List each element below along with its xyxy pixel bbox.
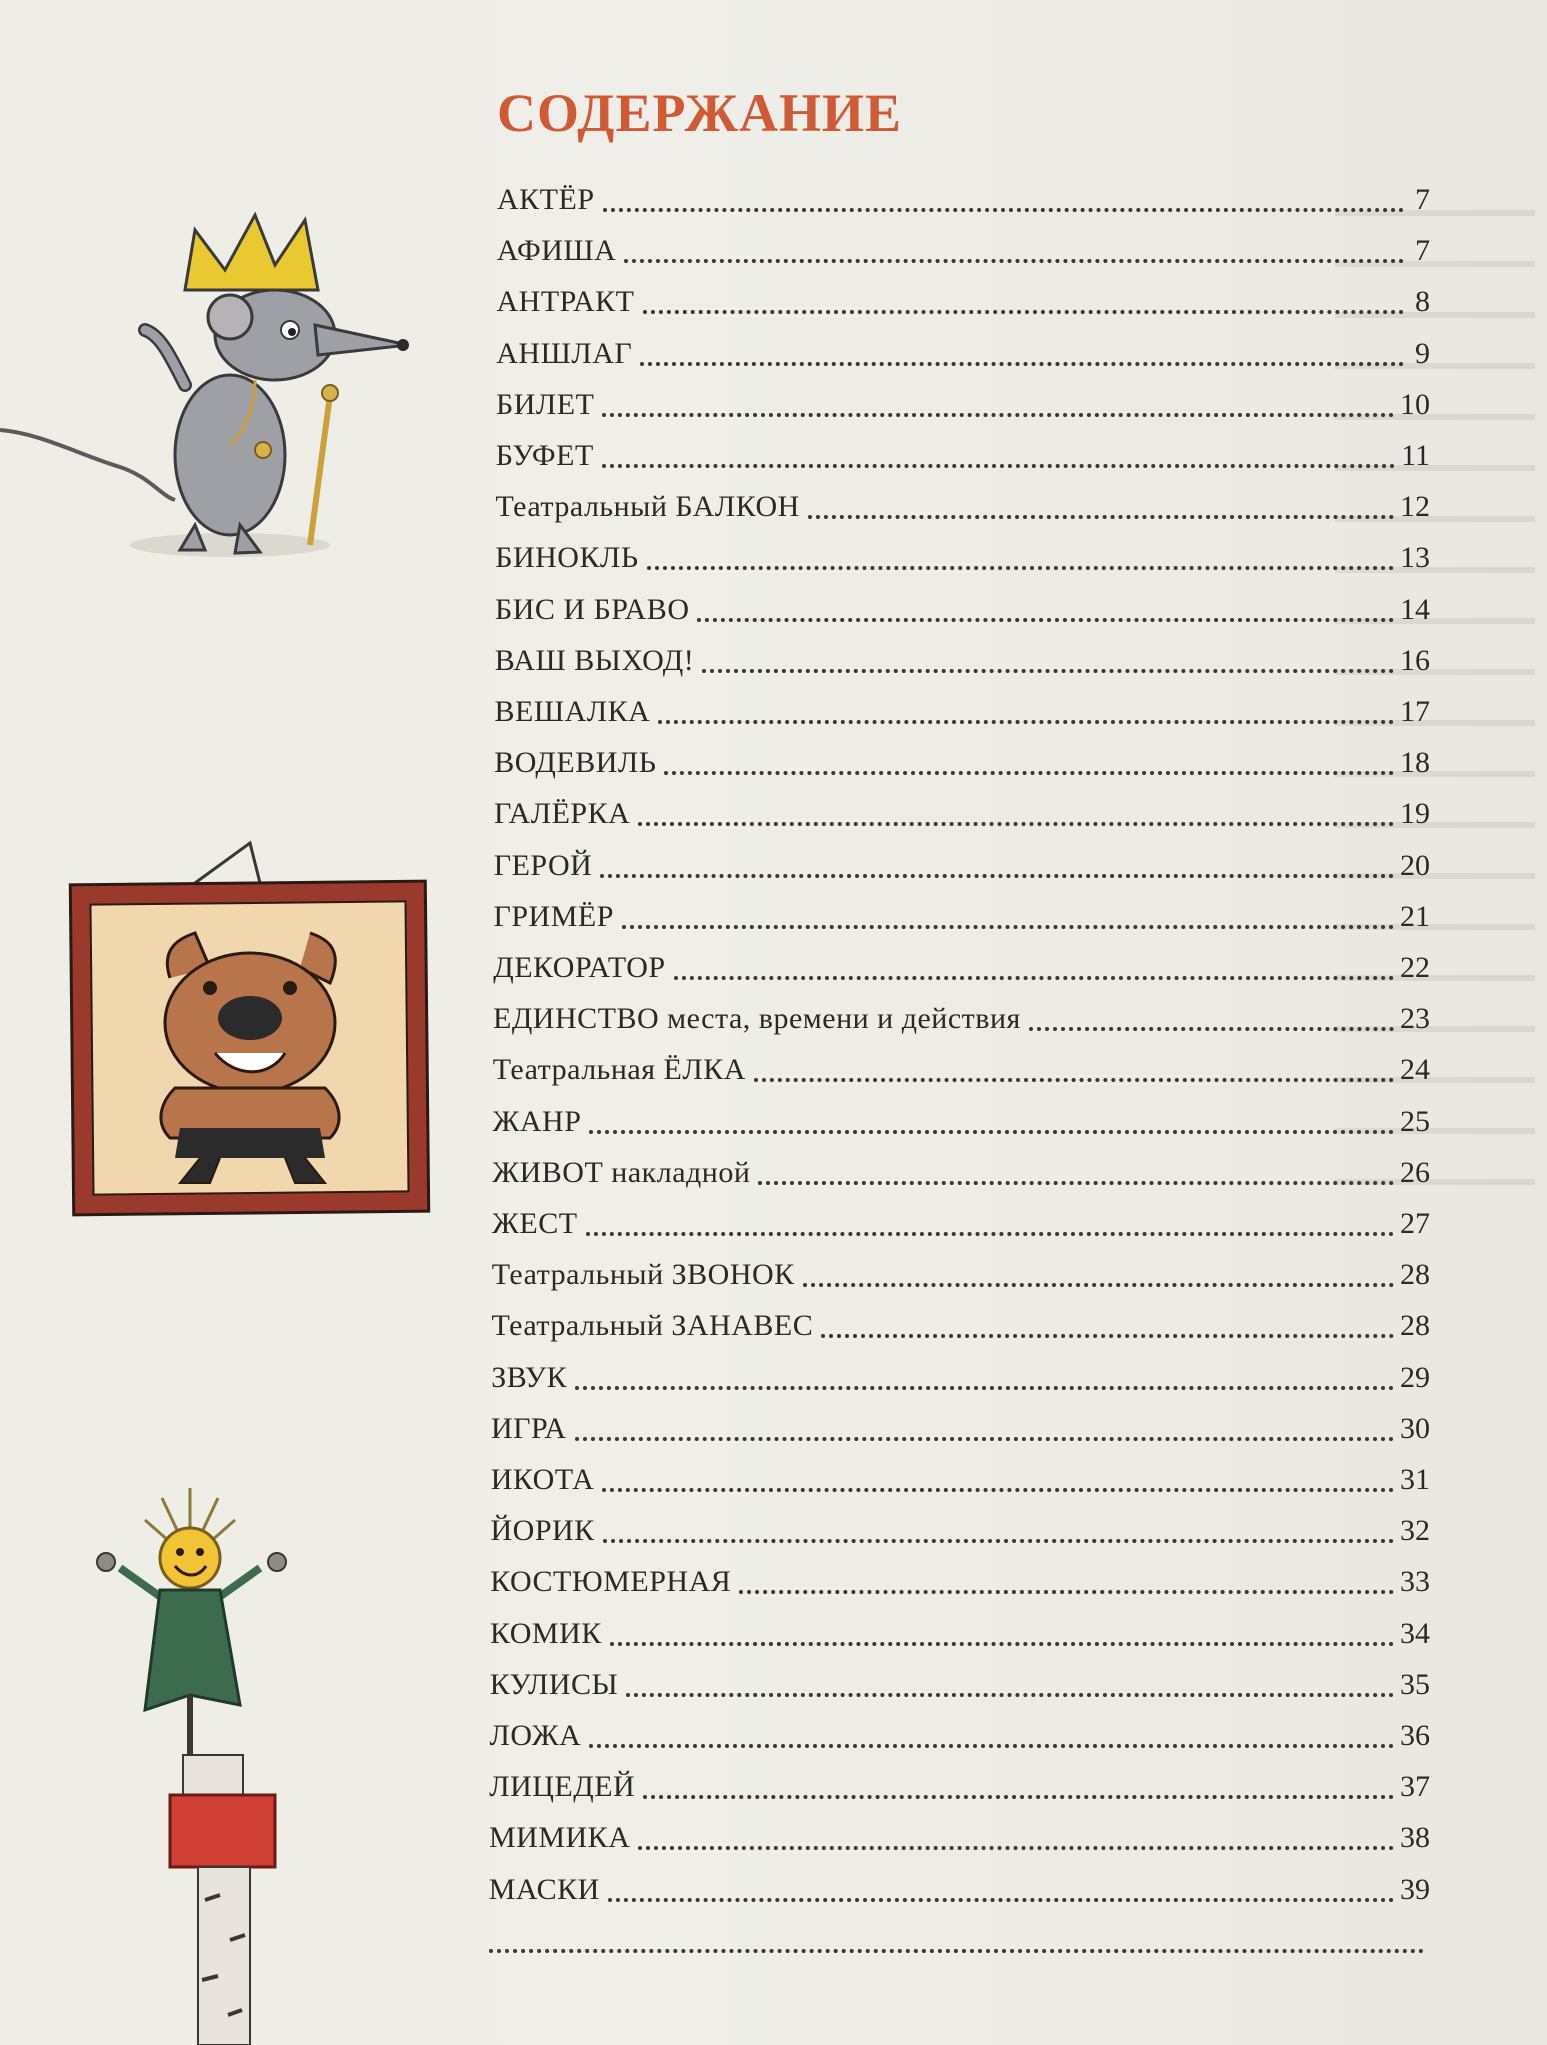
toc-entry — [489, 1870, 1430, 1910]
toc-page-number: 22 — [1400, 951, 1430, 984]
toc-entry — [489, 1767, 1430, 1807]
toc-entry — [492, 1255, 1430, 1295]
toc-page-number: 36 — [1400, 1719, 1430, 1752]
framed-troll-portrait-illustration — [60, 838, 440, 1228]
toc-page-number: 7 — [1415, 183, 1430, 216]
toc-entry — [491, 1460, 1430, 1500]
dot-leader — [702, 669, 1394, 673]
smiley-puppet-illustration — [90, 1480, 320, 2045]
toc-entry — [493, 1050, 1430, 1090]
dot-leader — [603, 208, 1404, 212]
toc-entry — [489, 1921, 1430, 1961]
toc-page-number: 31 — [1400, 1463, 1430, 1496]
toc-entry-title: АФИША — [496, 234, 617, 268]
dot-leader — [647, 566, 1394, 570]
toc-entry-title: ИГРА — [491, 1411, 567, 1445]
toc-entry — [497, 231, 1430, 271]
toc-entry-title: КУЛИСЫ — [489, 1667, 619, 1701]
toc-entry-title: АНТРАКТ — [496, 285, 635, 319]
toc-page-number: 28 — [1400, 1309, 1430, 1343]
toc-entry — [494, 743, 1430, 783]
toc-entry — [495, 641, 1430, 681]
dot-leader — [808, 515, 1394, 519]
toc-page-number: 24 — [1400, 1053, 1430, 1087]
toc-page-number: 11 — [1401, 439, 1430, 472]
toc-page-number: 35 — [1400, 1667, 1430, 1701]
toc-entry-title: ВОДЕВИЛЬ — [494, 746, 657, 780]
toc-entry — [490, 1562, 1430, 1602]
toc-entry-title: Театральный БАЛКОН — [495, 490, 800, 524]
dot-leader — [643, 310, 1404, 314]
toc-entry — [494, 794, 1430, 834]
dot-leader — [638, 822, 1394, 826]
toc-entry-title: ГРИМЁР — [493, 899, 614, 933]
toc-entry — [495, 590, 1430, 630]
toc-entry — [494, 846, 1430, 886]
toc-page-number: 13 — [1400, 541, 1430, 575]
toc-entry — [492, 1306, 1431, 1346]
toc-entry-title: АНШЛАГ — [496, 336, 633, 370]
toc-page-number: 29 — [1400, 1360, 1430, 1394]
toc-entry — [491, 1358, 1430, 1398]
toc-entry-title: БИЛЕТ — [496, 387, 595, 421]
toc-entry-title: ДЕКОРАТОР — [493, 951, 666, 984]
dot-leader — [575, 1437, 1394, 1441]
toc-entry-title: КОМИК — [490, 1616, 602, 1650]
toc-page-number: 33 — [1400, 1565, 1430, 1599]
toc-entry-title: БИС И БРАВО — [495, 592, 690, 626]
dot-leader — [697, 618, 1394, 622]
dot-leader — [624, 259, 1404, 263]
toc-entry-title: ИКОТА — [490, 1463, 595, 1496]
toc-entry-title: ВАШ ВЫХОД! — [494, 643, 695, 677]
toc-entry-title: ЖИВОТ накладной — [492, 1155, 751, 1189]
toc-entry-title: БУФЕТ — [495, 439, 594, 472]
toc-entry-title: ГАЛЁРКА — [494, 797, 631, 831]
toc-page-number: 18 — [1400, 746, 1430, 780]
toc-entry-title: ВЕШАЛКА — [494, 695, 651, 728]
toc-page-number: 9 — [1415, 336, 1430, 370]
dot-leader — [586, 1232, 1394, 1236]
toc-entry-title: БИНОКЛЬ — [495, 541, 639, 575]
toc-entry — [491, 1409, 1430, 1449]
toc-entry — [492, 1204, 1430, 1244]
dot-leader — [622, 925, 1394, 929]
dot-leader — [1029, 1027, 1394, 1031]
dot-leader — [626, 1693, 1394, 1697]
toc-page-number: 39 — [1400, 1872, 1430, 1906]
dot-leader — [638, 1846, 1394, 1850]
toc-entry — [496, 334, 1430, 374]
toc-entry — [492, 1153, 1430, 1193]
toc-entry — [495, 538, 1430, 578]
dot-leader — [739, 1590, 1394, 1594]
toc-entry-title: ЖЕСТ — [492, 1207, 578, 1240]
toc-entry — [496, 385, 1430, 425]
toc-page-number: 16 — [1400, 643, 1430, 677]
toc-page-number: 38 — [1400, 1821, 1430, 1855]
dot-leader — [602, 1488, 1394, 1492]
dot-leader — [489, 1949, 1424, 1953]
toc-page-number: 12 — [1400, 490, 1430, 524]
toc-entry — [490, 1665, 1430, 1705]
toc-page-number: 17 — [1400, 695, 1430, 728]
toc-entry — [497, 282, 1431, 322]
toc-page-number: 34 — [1400, 1616, 1430, 1650]
dot-leader — [664, 771, 1394, 775]
toc-page-number: 37 — [1400, 1770, 1430, 1804]
toc-page-number: 20 — [1400, 848, 1430, 882]
dot-leader — [758, 1181, 1394, 1185]
toc-page-number: 7 — [1415, 234, 1430, 268]
toc-entry-title: ЕДИНСТВО места, времени и действия — [493, 1002, 1021, 1036]
toc-entry-title: ЛОЖА — [489, 1719, 582, 1752]
toc-page-number: 8 — [1415, 285, 1430, 319]
toc-entry-title: МИМИКА — [489, 1821, 631, 1855]
dot-leader — [589, 1744, 1394, 1748]
dot-leader — [658, 720, 1394, 724]
dot-leader — [602, 464, 1395, 468]
toc-entry-title: Театральная ЁЛКА — [492, 1053, 746, 1087]
toc-page-number: 25 — [1400, 1104, 1430, 1138]
dot-leader — [674, 976, 1394, 980]
toc-entry — [496, 487, 1431, 527]
dot-leader — [575, 1386, 1394, 1390]
toc-entry-title: ЗВУК — [491, 1360, 568, 1394]
dot-leader — [821, 1334, 1394, 1338]
dot-leader — [803, 1283, 1394, 1287]
dot-leader — [603, 1539, 1394, 1543]
toc-page-number: 19 — [1400, 797, 1430, 831]
toc-page-number: 14 — [1400, 592, 1430, 626]
toc-page-number: 23 — [1400, 1002, 1430, 1036]
toc-entry — [490, 1614, 1430, 1654]
toc-entry-title: Театральный ЗВОНОК — [491, 1258, 795, 1292]
toc-entry — [489, 1818, 1430, 1858]
dot-leader — [754, 1078, 1394, 1082]
toc-page-number: 30 — [1400, 1411, 1430, 1445]
toc-entry — [495, 692, 1431, 732]
toc-entry — [490, 1716, 1431, 1756]
toc-entry — [494, 897, 1431, 937]
toc-entry-title: ЛИЦЕДЕЙ — [489, 1770, 636, 1804]
dot-leader — [608, 1898, 1394, 1902]
mouse-king-illustration — [0, 205, 420, 565]
dot-leader — [600, 874, 1394, 878]
dot-leader — [640, 362, 1404, 366]
toc-entry — [491, 1511, 1431, 1551]
dot-leader — [589, 1130, 1394, 1134]
dot-leader — [610, 1642, 1394, 1646]
toc-page-number: 26 — [1400, 1155, 1430, 1189]
toc-entry-title: ГЕРОЙ — [493, 848, 593, 882]
toc-entry-title: МАСКИ — [488, 1872, 600, 1906]
page-title: СОДЕРЖАНИЕ — [497, 83, 902, 143]
dot-leader — [643, 1795, 1394, 1799]
toc-page-number: 28 — [1400, 1258, 1430, 1292]
toc-entry-title: ЖАНР — [492, 1104, 582, 1138]
toc-page-number: 32 — [1400, 1514, 1430, 1548]
toc-page-number: 27 — [1400, 1207, 1430, 1240]
toc-entry — [497, 180, 1430, 220]
toc-entry — [493, 948, 1430, 988]
toc-entry-title: ЙОРИК — [490, 1514, 595, 1548]
toc-page-number: 10 — [1400, 387, 1430, 421]
toc-entry-title: АКТЁР — [497, 183, 595, 216]
toc-entry-title: КОСТЮМЕРНАЯ — [490, 1565, 732, 1599]
toc-entry-title: Театральный ЗАНАВЕС — [491, 1309, 814, 1343]
toc-entry — [496, 436, 1430, 476]
toc-entry — [493, 999, 1430, 1039]
toc-entry — [493, 1102, 1431, 1142]
toc-page-number: 21 — [1400, 899, 1430, 933]
dot-leader — [602, 413, 1394, 417]
